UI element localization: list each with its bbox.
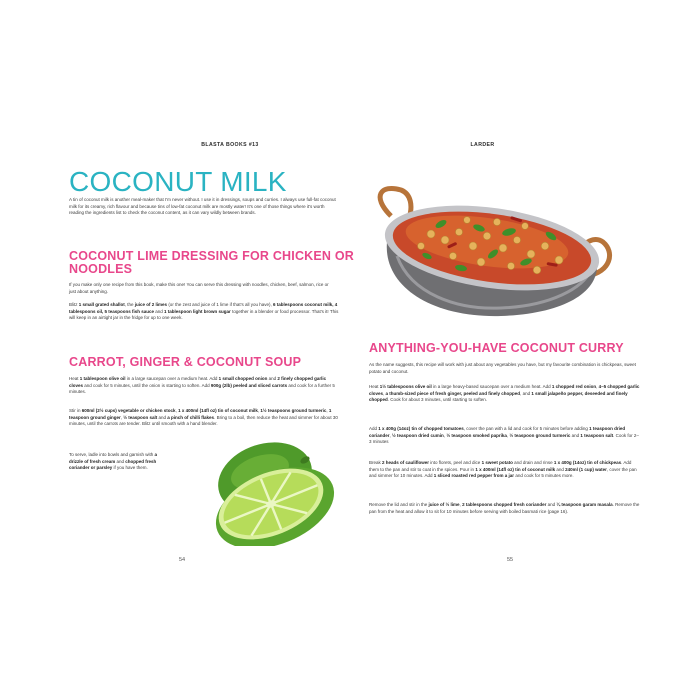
ingredient-highlight: ¼ teaspoon garam masala (556, 502, 613, 507)
page-number: 55 (507, 557, 514, 563)
ingredient-highlight: 6 tablespoons coconut milk, 4 tablespoons oil, 5 teaspoons fish sauce (69, 302, 338, 314)
text-run: and (546, 502, 557, 507)
text-run: and cook for a further 5 minutes. (69, 382, 335, 395)
text-run: . Remove the pan from the heat and allow it to sit for 10 minutes before serving with boiled basmati rice (page 16). (369, 502, 640, 514)
ingredient-highlight: 900g (2lb) peeled and sliced carrots (210, 382, 288, 388)
text-run: and (267, 376, 278, 381)
ingredient-highlight: 1½ teaspoons ground turmeric (260, 408, 327, 413)
text-run: Remove the lid and stir in the (369, 502, 429, 507)
recipe-step-soup-1 (69, 376, 339, 396)
text-run: and drain and rinse (512, 460, 554, 465)
ingredient-highlight: 2 finely chopped garlic cloves (69, 376, 327, 388)
text-run: , (389, 432, 393, 438)
text-run: in a large saucepan over a medium heat. Add (125, 376, 219, 381)
recipe-title-lime-dressing: COCONUT LIME DRESSING FOR CHICKEN OR NOODLES (69, 249, 354, 276)
text-run: , (506, 432, 510, 438)
recipe-title-soup: CARROT, GINGER & COCONUT SOUP (69, 355, 302, 369)
ingredient-highlight: chopped fresh coriander or parsley (69, 458, 157, 471)
lime-illustration (205, 438, 340, 546)
text-run: and cook for 5 minutes, until the onion is starting to soften. Add (83, 382, 211, 388)
ingredient-highlight: a pinch of chilli flakes (167, 414, 215, 420)
left-page (55, 138, 354, 568)
text-run: and (570, 432, 581, 438)
ingredient-highlight: 1 teaspoon dried coriander (369, 426, 626, 438)
text-run: (or the zest and juice of 1 lime if that's all you have), (167, 302, 273, 307)
text-run: Add (369, 426, 379, 431)
recipe-step-curry-2 (369, 426, 641, 446)
ingredient-highlight: a drizzle of fresh cream (69, 452, 158, 464)
ingredient-highlight: 1 sliced roasted red pepper from a jar (433, 473, 515, 479)
ingredient-highlight: 4–5 chopped garlic cloves (369, 384, 640, 396)
recipe-step-curry-3 (369, 460, 641, 480)
ingredient-highlight: ½ teaspoon ground turmeric (509, 432, 571, 438)
text-run: and cook for 5 minutes more. (514, 473, 574, 479)
text-run: . Add them to the pan and stir to coat in the spices. Pour in (369, 460, 632, 472)
text-run: A tin of coconut milk is another meal-maker that I'm never without. I use it in dressings, soups and curries. I always use full-fat coconut milk for its creamy, rich flavour and because tins of low-fat coconut milk are mostly water! It's one of those things where it's worth reading the ingredients list to check the coconut content, as it can vary wildly between brands. (69, 197, 336, 216)
text-run: in a large heavy-based saucepan over a medium heat. Add (431, 384, 552, 389)
recipe-step-soup-2 (69, 408, 339, 428)
text-run: . Cook for 2–3 minutes (369, 432, 639, 445)
text-run: , (383, 390, 386, 396)
ingredient-highlight: 1 teaspoon salt (580, 432, 614, 438)
ingredient-highlight: 1 tablespoon olive oil (79, 376, 126, 381)
text-run: and (157, 414, 168, 420)
text-run: , cover the pan with a lid and cook for 5 minutes before adding (463, 426, 590, 431)
ingredient-highlight: 1 chopped red onion (551, 384, 597, 389)
ingredient-highlight: 1 small chopped onion (218, 376, 268, 381)
text-run: , (459, 502, 463, 507)
text-run: . Cook for about 3 minutes, until starting to soften. (387, 397, 488, 403)
running-head: LARDER (470, 142, 495, 148)
text-run: As the name suggests, this recipe will work with just about any vegetables you have, but my favourite combination is chickpeas, sweet potato and coconut. (369, 362, 636, 374)
text-run: If you make only one recipe from this book, make this one! You can serve this dressing with noodles, chicken, beef, salmon, rice or just about anything. (69, 282, 329, 294)
recipe-step-curry-1 (369, 384, 641, 404)
text-run: Blitz (69, 302, 79, 307)
right-page (355, 138, 650, 568)
ingredient-highlight: juice of ½ lime (428, 502, 460, 507)
ingredient-highlight: juice of 2 limes (134, 302, 168, 307)
ingredient-highlight: 1½ tablespoons olive oil (379, 384, 432, 389)
ingredient-highlight: 1 tablespoon light brown sugar (164, 308, 231, 314)
text-run: , (120, 414, 124, 420)
ingredient-highlight: 1 sweet potato (481, 460, 513, 465)
running-head: BLASTA BOOKS #13 (201, 142, 259, 148)
text-run: , (257, 408, 261, 413)
ingredient-highlight: a thumb-sized piece of fresh ginger, peeled and finely chopped (385, 390, 521, 396)
book-spread (55, 138, 650, 568)
text-run: and (555, 466, 566, 472)
chapter-intro (69, 197, 337, 217)
text-run: . Bring to a boil, then reduce the heat and simmer for about 30 minutes, until the carrots are tender. Blitz until smooth with a hand blender. (69, 414, 338, 427)
ingredient-highlight: 1 x 400ml (14fl oz) tin of coconut milk (475, 466, 556, 472)
text-run: Heat (69, 376, 80, 381)
text-run: and (154, 308, 165, 314)
page-number: 54 (179, 557, 186, 563)
ingredient-highlight: 1 small grated shallot (78, 302, 125, 307)
text-run: into florets, peel and dice (429, 460, 482, 465)
ingredient-highlight: 240ml (1 cup) water (565, 466, 607, 472)
ingredient-highlight: 1 small jalapeño pepper, deseeded and finely chopped (369, 390, 628, 403)
text-run: , cover the pan and simmer for 10 minutes. Add (369, 466, 637, 479)
ingredient-highlight: ½ teaspoon dried cumin (392, 432, 444, 438)
text-run: , (596, 384, 599, 389)
chapter-title: COCONUT MILK (69, 166, 287, 197)
recipe-step-soup-3 (69, 452, 169, 472)
text-run: Break (369, 460, 383, 465)
text-run: , (443, 432, 447, 438)
text-run: together in a blender or food processor. That's it! This will keep in an airtight jar in the fridge for up to one week. (69, 308, 339, 321)
text-run: Stir in (69, 408, 82, 413)
text-run: if you have them. (112, 465, 148, 471)
text-run: To serve, ladle into bowls and garnish with (69, 452, 155, 457)
coconut-curry-pan-illustration (361, 176, 617, 326)
ingredient-highlight: 1 x 400g (14oz) tin of chopped tomatoes (378, 426, 464, 431)
recipe-method-lime-dressing (69, 302, 339, 322)
ingredient-highlight: 1 x 400g (14oz) tin of chickpeas (553, 460, 622, 465)
recipe-intro-curry (369, 362, 639, 375)
ingredient-highlight: ½ teaspoon smoked paprika (446, 432, 507, 438)
ingredient-highlight: 1 x 400ml (14fl oz) tin of coconut milk (178, 408, 258, 413)
text-run: , (175, 408, 179, 413)
recipe-intro-lime-dressing (69, 282, 334, 295)
text-run: Heat (369, 384, 380, 389)
recipe-title-curry: ANYTHING-YOU-HAVE COCONUT CURRY (369, 341, 624, 355)
ingredient-highlight: ½ teaspoon salt (123, 414, 158, 420)
recipe-step-curry-4 (369, 502, 641, 515)
text-run: , and (520, 390, 532, 396)
ingredient-highlight: 1 teaspoon ground ginger (69, 408, 332, 420)
ingredient-highlight: 2 heads of cauliflower (382, 460, 430, 465)
ingredient-highlight: 2 tablespoons chopped fresh coriander (462, 502, 547, 507)
ingredient-highlight: 600ml (2½ cups) vegetable or chicken stock (81, 408, 176, 413)
text-run: , the (124, 302, 135, 307)
text-run: and (115, 458, 126, 464)
text-run: , (326, 408, 329, 413)
